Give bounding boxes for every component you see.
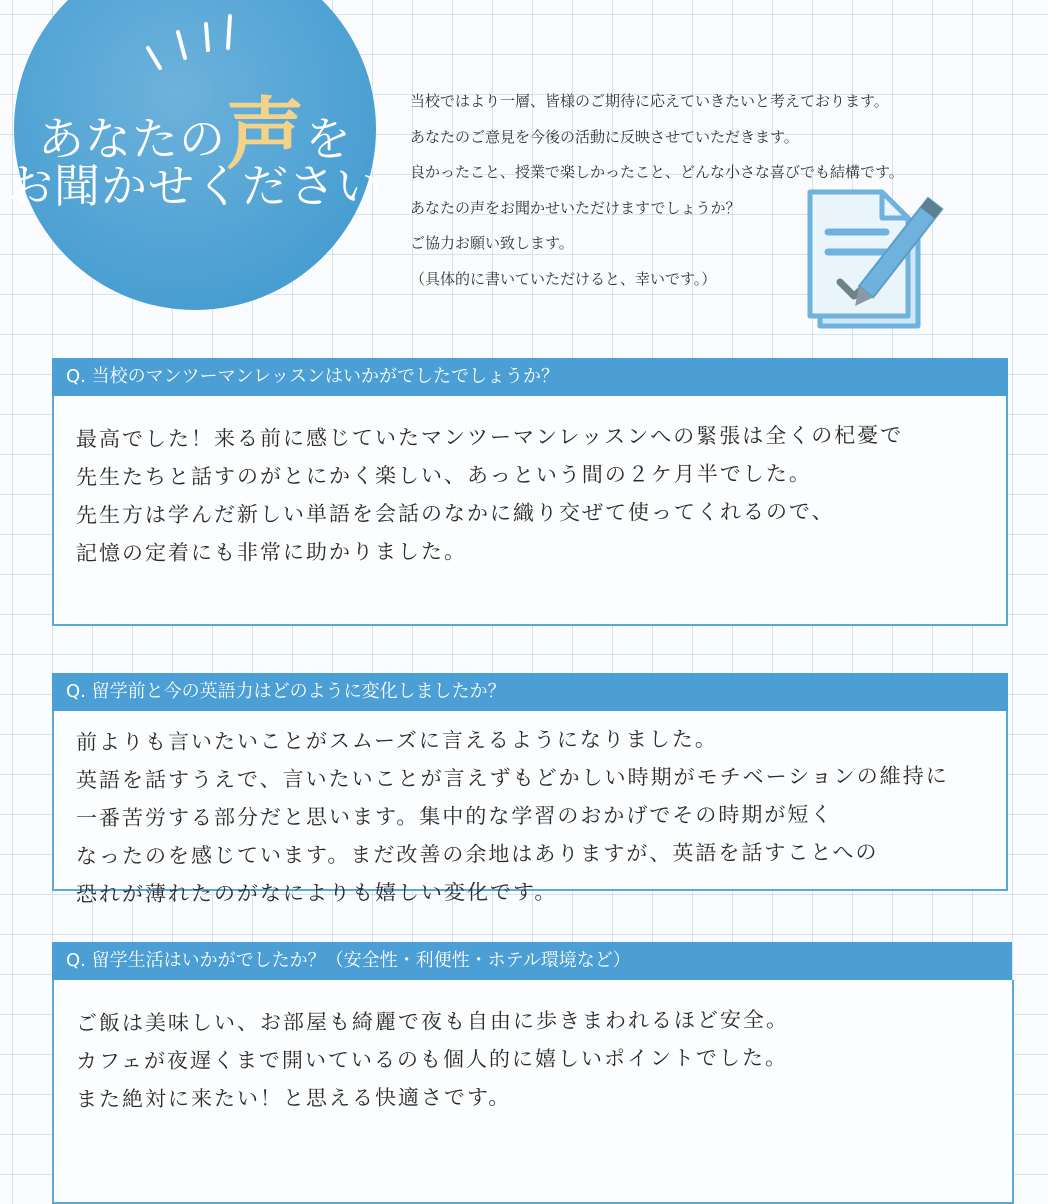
answer-line: 先生たちと話すのがとにかく楽しい、あっという間の２ケ月半でした。	[75, 461, 812, 490]
answer-line: カフェが夜遅くまで開いているのも個人的に嬉しいポイントでした。	[75, 1045, 789, 1074]
answer-line: 英語を話すうえで、言いたいことが言えずもどかしい時期がモチベーションの維持に	[75, 763, 949, 793]
question-block-lesson	[52, 358, 1008, 626]
emphasis-rays-icon	[130, 10, 250, 80]
answer-line: 前よりも言いたいことがスムーズに言えるようになりました。	[75, 727, 718, 755]
badge-title-post: を	[305, 112, 352, 166]
answer-box	[52, 396, 1008, 626]
answer-line: 一番苦労する部分だと思います。集中的な学習のおかげでその時期が短く	[75, 802, 834, 831]
question-block-study-life	[52, 942, 1008, 1204]
intro-line: あなたの声をお聞かせいただけますでしょうか？	[410, 198, 741, 217]
intro-line: 当校ではより一層、皆様のご期待に応えていきたいと考えております。	[410, 92, 889, 110]
answer-line: 記憶の定着にも非常に助かりました。	[75, 539, 468, 566]
answer-line: なったのを感じています。まだ改善の余地はありますが、英語を話すことへの	[75, 840, 879, 869]
question-header: Q. 当校のマンツーマンレッスンはいかがでしたでしょうか？	[52, 358, 1008, 396]
question-block-english-ability	[52, 673, 1008, 907]
question-header: Q. 留学前と今の英語力はどのように変化しましたか？	[52, 673, 1008, 711]
badge-title-emphasis: 声	[225, 90, 305, 180]
question-header: Q. 留学生活はいかがでしたか？（安全性・利便性・ホテル環境など）	[52, 942, 1012, 980]
answer-line: 恐れが薄れたのがなによりも嬉しい変化です。	[75, 879, 558, 907]
intro-line: ご協力お願い致します。	[410, 234, 574, 252]
intro-line: 良かったこと、授業で楽しかったこと、どんな小さな喜びでも結構です。	[410, 163, 904, 181]
answer-line: 最高でした！来る前に感じていたマンツーマンレッスンへの緊張は全くの杞憂で	[75, 423, 904, 452]
document-check-pencil-icon	[800, 186, 1010, 331]
intro-line: あなたのご意見を今後の活動に反映させていただきます。	[410, 127, 799, 146]
intro-line: （具体的に書いていただけると、幸いです。）	[410, 269, 717, 288]
badge-title-line2: お聞かせください	[7, 159, 383, 213]
answer-line: また絶対に来たい！と思える快適さです。	[75, 1085, 512, 1112]
answer-line: ご飯は美味しい、お部屋も綺麗で夜も自由に歩きまわれるほど安全。	[75, 1007, 790, 1036]
answer-box	[52, 711, 1008, 907]
answer-box	[52, 980, 1014, 1204]
answer-line: 先生方は学んだ新しい単語を会話のなかに織り交ぜて使ってくれるので、	[75, 499, 835, 528]
badge-title-pre: あなたの	[37, 112, 226, 166]
